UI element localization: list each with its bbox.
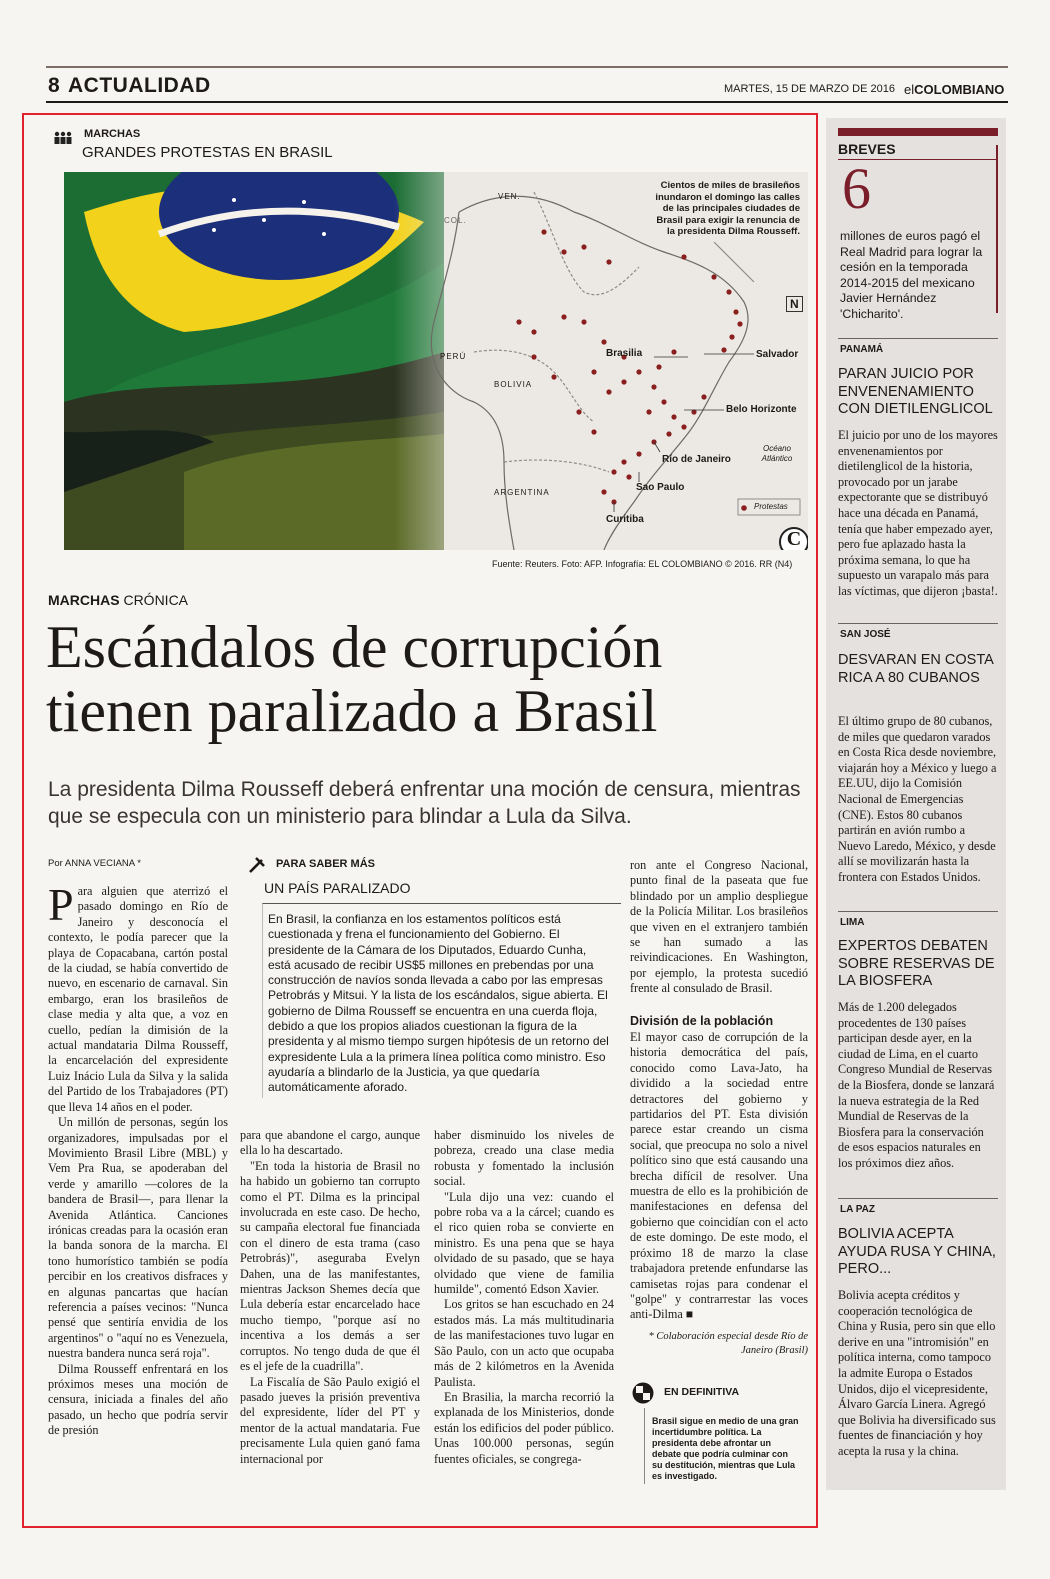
headline: Escándalos de corrupción tienen paralizado a Brasil [46,614,663,744]
breve-headline: EXPERTOS DEBATEN SOBRE RESERVAS DE LA BIOSFERA [838,938,995,989]
dropcap: P [48,879,74,930]
breves-separator [838,1198,998,1199]
newspaper-name: elCOLOMBIANO [904,82,1005,97]
issue-date: MARTES, 15 DE MARZO DE 2016 [724,83,895,95]
protest-map-graphic [64,172,808,550]
breve-text: Bolivia acepta créditos y cooperación tecnológica de China y Rusia, pero sin que ello derive en una "intromisión" en política interna, como tampoco la admite Europa o Estados Unidos, dijo el vicepresidente, Álvaro García Linera. Agregó que Bolivia ha diversificado sus fuentes de financiación y hoy acepta la rusa y la china. [838,1288,996,1458]
breves-big-number: 6 [842,156,871,221]
breve-text: Más de 1.200 delegados procedentes de 130 países participan desde ayer, en la ciudad de Lima, en el cuarto Congreso Mundial de Reservas de la Biosfera, donde se lanzará la nueva estrategia de la Red Mundial de Reservas de la Biosfera para la conservación de esos espacios naturales en los próximos diez años. [838,1000,995,1170]
breves-separator [838,623,998,624]
paragraph: En Brasilia, la marcha recorrió la explanada de los Ministerios, donde están los edificios del poder público. Unas 100.000 personas, según fuentes oficiales, se congrega- [434,1389,614,1466]
header-rule [46,101,1008,103]
map-label-rio: Río de Janeiro [662,454,731,465]
deck: La presidenta Dilma Rousseff deberá enfrentar una moción de censura, mientras que se especula con un ministerio para blindar a Lula da Silva. [48,778,801,828]
crowd-icon [52,128,74,146]
map-label-col: COL. [444,216,467,225]
map-label-salvador: Salvador [756,349,799,360]
paragraph: La Fiscalía de São Paulo exigió el pasado jueves la prisión preventiva del expresidente, líder del PT y mentor de la actual mandataria. Fue precisamente Lula quien ganó fama internacional por [240,1374,420,1466]
map-label-peru: PERÚ [440,352,467,361]
breve-place: SAN JOSÉ [840,629,891,640]
breve-headline: PARAN JUICIO POR ENVENENAMIENTO CON DIETILENGLICOL [838,366,993,417]
map-label-belo-horizonte: Belo Horizonte [726,404,797,415]
paragraph: para que abandone el cargo, aunque ella lo ha descartado. [240,1128,420,1158]
summary-text: Brasil sigue en medio de una gran incertidumbre política. La presidenta debe afrontar un debate que podría culminar con su destitución, mientras que Lula es investigado. [652,1416,799,1481]
breves-vertical-rule [996,145,998,313]
breves-accent-bar [838,128,998,136]
breves-number-text: millones de euros pagó el Real Madrid para lograr la cesión en la temporada 2014-2015 del mexicano Javier Hernández 'Chicharito'. [840,229,983,321]
article-column-4-cont [630,1030,808,1323]
map-label-sao-paulo: Sao Paulo [636,482,685,493]
map-label-brasilia: Brasilia [606,348,643,359]
paragraph: ara alguien que aterrizó el pasado domingo en Río de Janeiro y desconocía el contexto, le podía parecer que la playa de Copacabana, cartón postal de la ciudad, se había convertido de nuevo, en escenario de carnaval. Sin embargo, eran los brasileños de clase media y alta que, a voz en cuello, pedían la dimisión de la actual mandataria Dilma Rousseff, la encarcelación del expresidente Luiz Inácio Lula da Silva y la salida del Partido de los Trabajadores (PT) que lleva 14 años en el poder. [48,884,228,1114]
breves-title: BREVES [838,141,896,157]
graphic-tag: MARCHAS [84,128,141,140]
checker-icon [632,1382,654,1404]
pin-icon [246,854,268,876]
breve-headline: BOLIVIA ACEPTA AYUDA RUSA Y CHINA, PERO... [838,1226,996,1277]
article-column-1 [48,879,228,1439]
graphic-title: GRANDES PROTESTAS EN BRASIL [82,144,333,161]
article-column-3 [434,1128,614,1467]
el-colombiano-logo: C [786,528,802,550]
top-rule [46,66,1008,68]
paragraph: Un millón de personas, según los organizadores, impulsadas por el Movimiento Brasil Libre (MBL) y Vem Pra Rua, se apoderaban del verde y amarillo —colores de la bandera de Brasil—, para llenar la Avenida Atlántica. Canciones irónicas creadas para la ocasión eran la banda sonora de la marcha. El tono humorístico también se podía percibir en los creativos disfraces y en algunas pancartas que hacían referencia a países vecinos: "Nunca pensé que sentiría envidia de los argentinos" o "aquí no es Venezuela, nuestra bandera nunca será roja". [48,1115,228,1361]
map-label-argentina: ARGENTINA [494,488,550,497]
sidebar-title: UN PAÍS PARALIZADO [264,880,411,896]
breves-separator [838,338,998,339]
sidebar-tag: PARA SABER MÁS [276,858,376,870]
paragraph: "En toda la historia de Brasil no ha habido un gobierno tan corrupto como el PT. Dilma es la principal involucrada en este caso. De hecho, su campaña electoral fue financiada con el dinero de esta trama (caso Petrobrás)", aseguraba Evelyn Dahen, una de las manifestantes, mientras Jackson Shemes decía que Lula debería estar encarcelado hace mucho tiempo, "porque así no incentiva a los demás a ser corruptos. No tengo duda de que él es el jefe de la cuadrilla". [240,1158,420,1374]
subheading: División de la población [630,1014,774,1028]
breves-separator [838,911,998,912]
breve-place: LIMA [840,917,865,928]
graphic-source: Fuente: Reuters. Foto: AFP. Infografía: EL COLOMBIANO © 2016. RR (N4) [492,559,793,569]
summary-title: EN DEFINITIVA [664,1386,740,1398]
collaboration-note: * Colaboración especial desde Río de Janeiro (Brasil) [648,1331,808,1356]
paragraph: ron ante el Congreso Nacional, punto final de la paseata que fue blindado por un amplio despliegue de la Policía Militar. Los brasileños que viven en el extranjero también se han sumado a las reivindicaciones. En Washington, por ejemplo, la protesta sucedió frente al consulado de Brasil. [630,858,808,996]
brazil-flag-photo [64,172,444,550]
map-label-ocean: Océano Atlántico [761,444,793,463]
page-number: 8 [48,74,60,97]
map-label-ven: VEN. [498,192,521,201]
paragraph: "Lula dijo una vez: cuando el pobre roba va a la cárcel; cuando es el rico quien roba se convierte en ministro. Es una pena que se haya olvidado de su pasado, que se haya olvidado que viene de familia humilde", comentó Edson Xavier. [434,1189,614,1297]
breve-headline: DESVARAN EN COSTA RICA A 80 CUBANOS [838,652,993,686]
sidebar-text: En Brasil, la confianza en los estamentos políticos está cuestionada y frena el funcionamiento del Gobierno. El presidente de la Cámara de los Diputados, Eduardo Cunha, está acusado de recibir US$5 millones en prebendas por una construcción de navíos sonda llevada a cabo por las empresas Petrobrás y Mitsui. Y la lista de los escándalos, sigue abierta. El gobierno de Dilma Rousseff se encuentra en una cuerda floja, debido a que los propios aliados cuestionan la figura de la presidenta y al mismo tiempo surgen hipótesis de un retorno del expresidente Lula a la primera línea política como ministro. Eso ayudaría a blindarlo de la Justicia, ya que quedaría automáticamente aforado. [268,912,609,1095]
article-kicker: MARCHAS CRÓNICA [48,592,189,608]
byline: Por ANNA VECIANA * [48,858,141,869]
paragraph: haber disminuido los niveles de pobreza, creado una clase media robusta y fomentado la inclusión social. [434,1128,614,1189]
breve-text: El juicio por uno de los mayores envenenamientos por dietilenglicol de la historia, provocado por un jarabe expectorante que se distribuyó hace una década en Panamá, tenía que haber empezado ayer, pero fue aplazado hasta la próxima semana, lo que ha supuesto un varapalo más para las víctimas, que dijeron ¡basta!. [838,428,998,598]
section-title: ACTUALIDAD [68,74,211,97]
breve-place: LA PAZ [840,1204,875,1215]
paragraph: Dilma Rousseff enfrentará en los próximos meses una moción de censura, iniciada a finales del año pasado, un hecho que podría servir de presión [48,1361,228,1438]
paragraph: El mayor caso de corrupción de la historia democrática del país, conocido como Lava-Jato, ha dividido a la sociedad entre detractores del gobierno y partidarios del PT. Esta división parece estar creando un cisma social, que preocupa no solo a nivel político sino que está causando una brecha difícil de resolver. Una muestra de ello es la prohibición de manifestaciones en defensa del gobierno que coincidían con el acto de este domingo. De este modo, el próximo 18 de marzo la clase trabajadora pretende enfundarse las camisetas rojas para condenar el "golpe" y contrarrestar las voces anti-Dilma ■ [630,1030,808,1322]
map-caption: Cientos de miles de brasileños inundaron el domingo las calles de las principales ciudades de Brasil para exigir la renuncia de la presidenta Dilma Rousseff. [655,180,800,237]
breve-place: PANAMÁ [840,344,884,355]
map-label-curitiba: Curitiba [606,514,644,525]
paragraph: Los gritos se han escuchado en 24 estados más. La más multitudinaria de las manifestaciones tuvo lugar en São Paulo, con un acto que ocupaba más de 2 kilómetros en la Avenida Paulista. [434,1297,614,1389]
map-label-bolivia: BOLIVIA [494,380,533,389]
breve-text: El último grupo de 80 cubanos, de miles que quedaron varados en Costa Rica desde noviembre, viajarán hoy a México y luego a EE.UU, dijo la Comisión Nacional de Emergencias (CNE). Estos 80 cubanos partirán en avión rumbo a Nuevo Laredo, México, y desde allí se movilizarán hasta la frontera con Estados Unidos. [838,714,997,884]
article-column-2 [240,1128,420,1467]
article-column-4 [630,858,808,997]
compass-north: N [786,296,803,312]
map-legend-protestas: Protestas [754,502,788,511]
